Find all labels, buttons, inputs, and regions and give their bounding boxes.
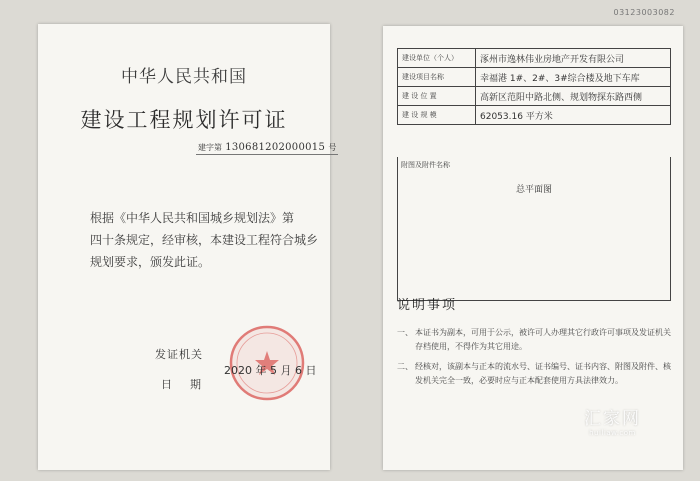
body-line: 根据《中华人民共和国城乡规划法》第 bbox=[90, 211, 295, 225]
certificate-number-value: 130681202000015 bbox=[225, 142, 326, 153]
certificate-number bbox=[196, 142, 338, 155]
body-line: 四十条规定，经审核，本建设工程符合城乡 bbox=[90, 233, 319, 247]
table-row bbox=[398, 87, 671, 106]
serial-number: 03123003082 bbox=[613, 8, 675, 17]
certificate-number-suffix: 号 bbox=[328, 143, 337, 152]
notes-list bbox=[397, 326, 673, 394]
certificate-title: 建设工程规划许可证 bbox=[80, 108, 288, 132]
note-item bbox=[397, 360, 673, 388]
row-value: 62053.16 平方米 bbox=[476, 106, 671, 125]
row-value: 涿州市逸林伟业房地产开发有限公司 bbox=[476, 49, 671, 68]
row-key: 建设项目名称 bbox=[398, 68, 476, 87]
table-row bbox=[398, 68, 671, 87]
table-row bbox=[398, 49, 671, 68]
attachments-box bbox=[397, 157, 671, 301]
row-key: 建设单位（个人） bbox=[398, 49, 476, 68]
note-text: 经核对，该副本与正本的流水号、证书编号、证书内容、附图及附件、核发机关完全一致，必要时应与正本配套使用方具法律效力。 bbox=[415, 362, 671, 385]
table-row bbox=[398, 106, 671, 125]
certificate-number-label: 建字第 bbox=[198, 143, 222, 152]
attachments-label: 附图及附件名称 bbox=[401, 161, 450, 169]
watermark-name: 汇家网 bbox=[584, 409, 641, 429]
attachments-value: 总平面图 bbox=[515, 185, 552, 195]
note-text: 本证书为副本，可用于公示，被许可人办理其它行政许可事项及发证机关存档使用，不得作为其它用途。 bbox=[415, 328, 671, 351]
date-label: 日期 bbox=[161, 378, 219, 391]
issuing-authority-label: 发证机关 bbox=[155, 348, 203, 361]
site-watermark bbox=[584, 404, 641, 437]
row-value: 幸福港 1#、2#、3#综合楼及地下车库 bbox=[476, 68, 671, 87]
country-name: 中华人民共和国 bbox=[121, 67, 247, 87]
note-number: 一、 bbox=[397, 328, 413, 337]
note-number: 二、 bbox=[397, 362, 413, 371]
row-value: 高新区范阳中路北侧、规划物探东路西侧 bbox=[476, 87, 671, 106]
issue-date: 2020 年 5 月 6 日 bbox=[224, 364, 317, 377]
project-info-table bbox=[397, 48, 671, 125]
row-key: 建 设 规 模 bbox=[398, 106, 476, 125]
notes-title: 说明事项 bbox=[397, 298, 458, 313]
row-key: 建 设 位 置 bbox=[398, 87, 476, 106]
watermark-url: huiliaw.com bbox=[589, 429, 636, 437]
body-line: 规划要求，颁发此证。 bbox=[90, 255, 211, 269]
note-item bbox=[397, 326, 673, 354]
certificate-body-text bbox=[90, 207, 322, 273]
permit-cover-page bbox=[38, 24, 337, 470]
